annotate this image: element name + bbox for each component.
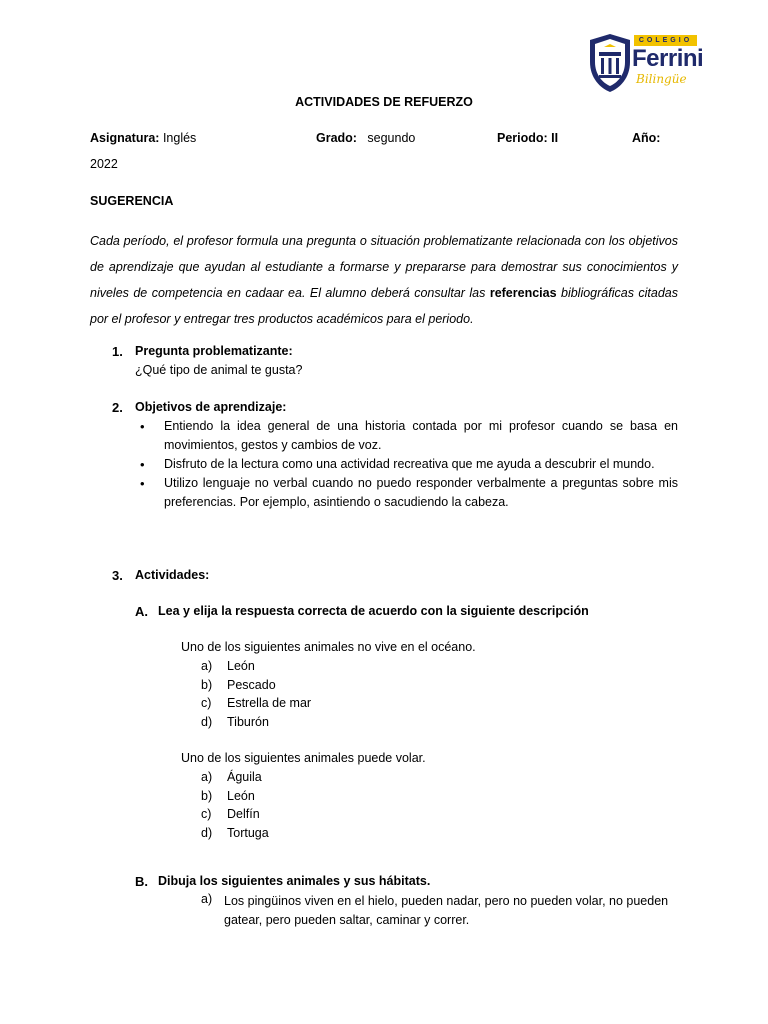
activity-a-letter: A. bbox=[135, 604, 148, 619]
grade-label: Grado: bbox=[316, 131, 357, 145]
suggestion-paragraph bbox=[90, 228, 678, 332]
activity-b-title: Dibuja los siguientes animales y sus hábitats. bbox=[158, 874, 431, 888]
option-item: c) Delfín bbox=[201, 807, 260, 821]
page-title: ACTIVIDADES DE REFUERZO bbox=[295, 95, 473, 109]
objectives-list bbox=[152, 417, 678, 512]
question-2-options bbox=[201, 768, 269, 842]
suggestion-heading: SUGERENCIA bbox=[90, 194, 174, 208]
objective-item: • Entiendo la idea general de una historia contada por mi profesor cuando se basa en movimientos, gestos y cambios de voz. bbox=[152, 417, 678, 455]
period-label: Periodo: II bbox=[497, 131, 559, 145]
logo-subtitle: Bilingüe bbox=[636, 72, 687, 86]
suggestion-text-1: Cada período, el profesor formula una pregunta o situación problematizante relacionada con los objetivos de aprendizaje que ayudan al estudiante a formarse y prepararse para demostrar sus conocimientos y niveles de competencia en cadaar ea. El alumno deberá consultar las bbox=[90, 234, 678, 300]
section-1-number: 1. bbox=[112, 344, 123, 359]
suggestion-text-2: bibliográficas citadas por el profesor y entregar tres productos académicos para el periodo. bbox=[90, 286, 678, 326]
section-1-title: Pregunta problematizante: bbox=[135, 344, 293, 358]
option-item: d) Tortuga bbox=[201, 825, 269, 840]
section-3-title: Actividades: bbox=[135, 568, 210, 582]
year-value: 2022 bbox=[90, 157, 118, 171]
objective-item: • Utilizo lenguaje no verbal cuando no puedo responder verbalmente a preguntas sobre mis preferencias. Por ejemplo, asintiendo o sacudiendo la cabeza. bbox=[152, 474, 678, 512]
year-label: Año: bbox=[632, 131, 661, 145]
section-3-number: 3. bbox=[112, 568, 123, 583]
option-item: b) León bbox=[201, 788, 255, 803]
grade-value: segundo bbox=[367, 131, 416, 145]
subject-field bbox=[90, 131, 196, 145]
question-1-prompt: Uno de los siguientes animales no vive en el océano. bbox=[181, 640, 476, 654]
activity-b-letter: B. bbox=[135, 874, 148, 889]
section-2-number: 2. bbox=[112, 400, 123, 415]
section-1-question: ¿Qué tipo de animal te gusta? bbox=[135, 363, 303, 377]
option-item: a) Águila bbox=[201, 770, 262, 784]
option-item: d) Tiburón bbox=[201, 714, 269, 729]
grade-field bbox=[316, 131, 415, 145]
activity-b-item-text: Los pingüinos viven en el hielo, pueden nadar, pero no pueden volar, no pueden gatear, pero pueden saltar, caminar y correr. bbox=[224, 894, 669, 927]
activity-a-title: Lea y elija la respuesta correcta de acuerdo con la siguiente descripción bbox=[158, 604, 589, 618]
logo-colegio-label: COLEGIO bbox=[634, 35, 697, 46]
option-item: b) Pescado bbox=[201, 677, 276, 692]
objective-item: • Disfruto de la lectura como una actividad recreativa que me ayuda a descubrir el mundo. bbox=[152, 455, 678, 474]
suggestion-text-bold: referencias bbox=[489, 286, 557, 300]
subject-label: Asignatura: bbox=[90, 131, 160, 145]
shield-icon bbox=[586, 32, 634, 94]
logo-name: Ferrini bbox=[632, 45, 704, 72]
option-item: c) Estrella de mar bbox=[201, 696, 312, 710]
section-2-title: Objetivos de aprendizaje: bbox=[135, 400, 287, 414]
subject-value: Inglés bbox=[162, 131, 197, 145]
question-1-options bbox=[201, 657, 311, 731]
question-2-prompt: Uno de los siguientes animales puede volar. bbox=[181, 751, 426, 765]
option-item: a) León bbox=[201, 659, 255, 673]
activity-b-item-letter: a) bbox=[201, 892, 213, 906]
